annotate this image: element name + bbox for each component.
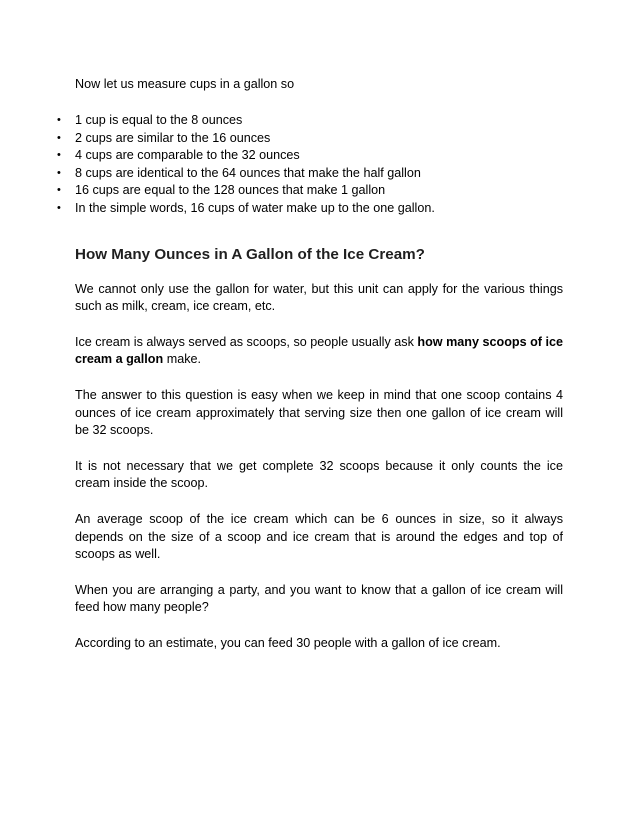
- list-item-text: In the simple words, 16 cups of water make up to the one gallon.: [75, 200, 435, 215]
- paragraph-average-scoop: An average scoop of the ice cream which can be 6 ounces in size, so it always depends on the size of a scoop and ice cream that is around the edges and top of scoops as well.: [75, 511, 563, 562]
- paragraph-text: make.: [163, 352, 201, 367]
- list-item-text: 8 cups are identical to the 64 ounces that make the half gallon: [75, 165, 421, 180]
- bullet-icon: •: [57, 149, 61, 162]
- list-item: [57, 112, 563, 130]
- list-item-text: 2 cups are similar to the 16 ounces: [75, 130, 271, 145]
- bullet-icon: •: [57, 131, 61, 144]
- list-item: [57, 165, 563, 183]
- list-item-text: 1 cup is equal to the 8 ounces: [75, 113, 243, 127]
- document-body: [57, 76, 564, 670]
- cups-list: [57, 112, 563, 218]
- list-item: [57, 200, 563, 218]
- bold-keyword: how many scoops of ice cream a gallon: [75, 334, 564, 367]
- list-item: [57, 130, 563, 148]
- section-heading: How Many Ounces in A Gallon of the Ice Cream?: [75, 245, 425, 263]
- list-item-text: 16 cups are equal to the 128 ounces that make 1 gallon: [75, 183, 386, 198]
- paragraph-answer: The answer to this question is easy when we keep in mind that one scoop contains 4 ounces of ice cream approximately that serving size then one gallon of ice cream will be 32 scoops.: [75, 387, 563, 438]
- bullet-icon: •: [57, 114, 61, 126]
- paragraph-party: When you are arranging a party, and you want to know that a gallon of ice cream will feed how many people?: [75, 582, 563, 615]
- intro-text: Now let us measure cups in a gallon so: [75, 77, 295, 91]
- paragraph-gallon-uses: We cannot only use the gallon for water, but this unit can apply for the various things such as milk, cream, ice cream, etc.: [75, 281, 563, 314]
- paragraph-text: Ice cream is always served as scoops, so people usually ask: [75, 334, 418, 349]
- list-item: [57, 147, 563, 165]
- list-item: [57, 182, 563, 200]
- paragraph-complete-scoops: It is not necessary that we get complete 32 scoops because it only counts the ice cream inside the scoop.: [75, 458, 563, 491]
- bullet-icon: •: [57, 184, 61, 197]
- paragraph-scoops-question: [75, 334, 563, 369]
- bullet-icon: •: [57, 201, 61, 214]
- list-item-text: 4 cups are comparable to the 32 ounces: [75, 148, 300, 163]
- bullet-icon: •: [57, 166, 61, 179]
- paragraph-estimate: According to an estimate, you can feed 30 people with a gallon of ice cream.: [75, 635, 501, 650]
